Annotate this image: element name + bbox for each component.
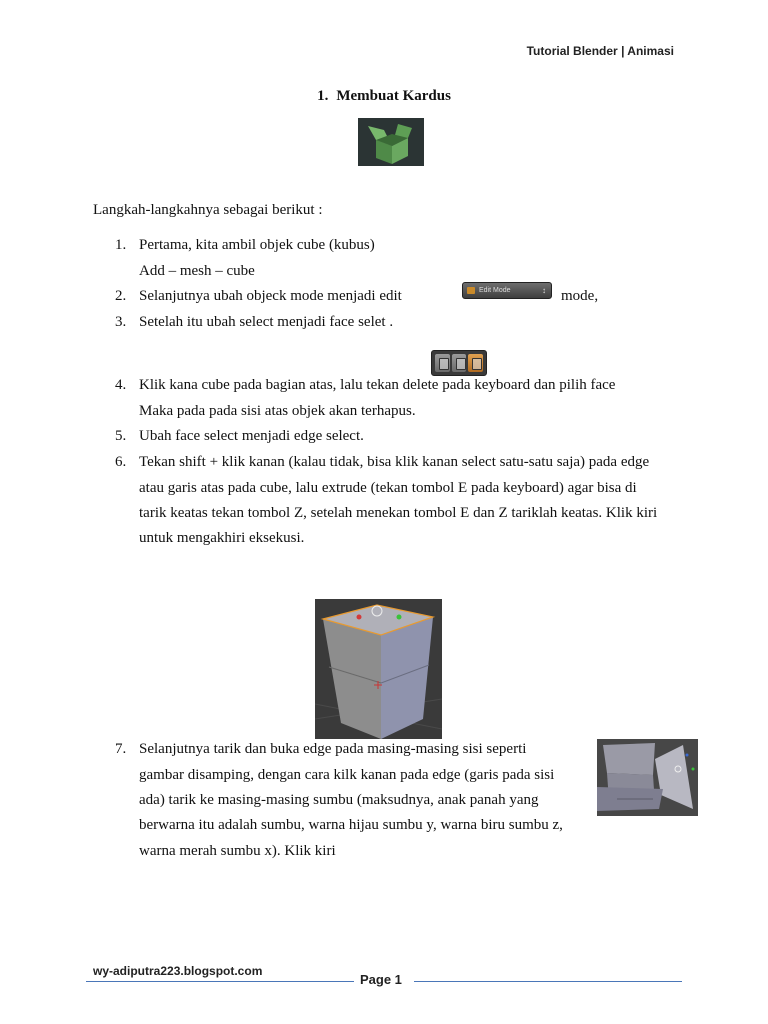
intro-text: Langkah-langkahnya sebagai berikut : [93,202,323,218]
page-header: Tutorial Blender | Animasi [526,44,674,58]
dropdown-arrow-icon: ↕ [542,286,546,295]
step-2-suffix: mode, [561,288,599,304]
face-select-icon [468,354,483,372]
edit-mode-icon [467,287,475,294]
extruded-cube-image [315,599,442,739]
vertex-select-icon [435,354,450,372]
footer-divider-right [414,981,682,982]
section-title-text: Membuat Kardus [336,88,451,104]
opened-box-image [597,739,698,816]
edit-mode-dropdown: Edit Mode ↕ [462,282,552,299]
footer-url: wy-adiputra223.blogspot.com [93,964,263,978]
footer-divider-left [86,981,354,982]
section-number: 1. [317,88,329,104]
page-number: Page 1 [360,972,402,987]
section-title [0,88,768,105]
edge-select-icon [452,354,467,372]
cardboard-box-image [358,118,424,166]
